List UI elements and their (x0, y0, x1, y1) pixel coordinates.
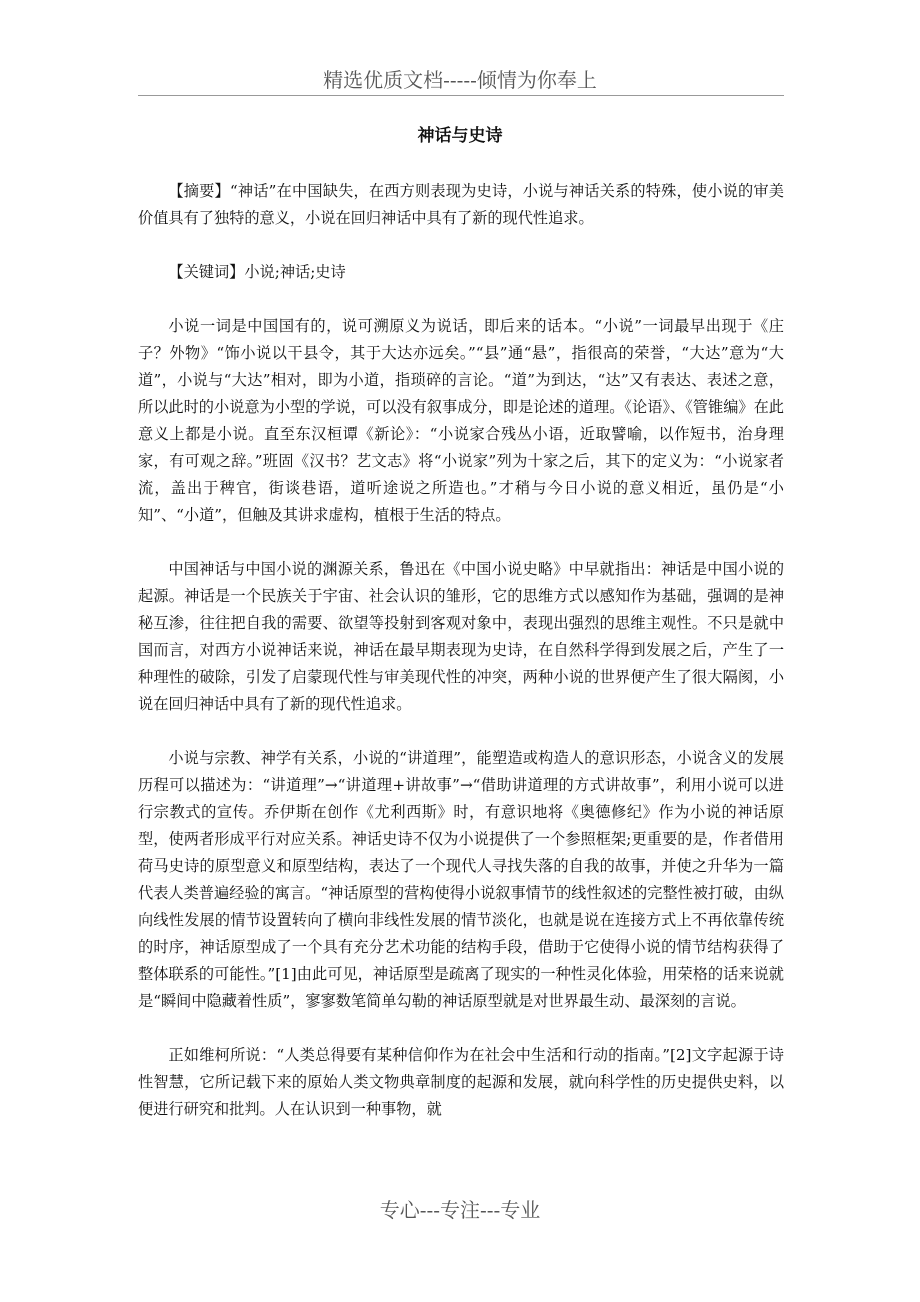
body-paragraph-3: 小说与宗教、神学有关系，小说的“讲道理”，能塑造或构造人的意识形态，小说含义的发展历程可以描述为：“讲道理”→“讲道理+讲故事”→“借助讲道理的方式讲故事”，利用小说可以进行宗教式的宣传。乔伊斯在创作《尤利西斯》时，有意识地将《奥德修纪》作为小说的神话原型，使两者形成平行对应关系。神话史诗不仅为小说提供了一个参照框架;更重要的是，作者借用荷马史诗的原型意义和原型结构，表达了一个现代人寻找失落的自我的故事，并使之升华为一篇代表人类普遍经验的寓言。“神话原型的营构使得小说叙事情节的线性叙述的完整性被打破，由纵向线性发展的情节设置转向了横向非线性发展的情节淡化，也就是说在连接方式上不再依靠传统的时序，神话原型成了一个具有充分艺术功能的结构手段，借助于它使得小说的情节结构获得了整体联系的可能性。”[1]由此可见，神话原型是疏离了现实的一种性灵化体验，用荣格的话来说就是“瞬间中隐藏着性质”，寥寥数笔简单勾勒的神话原型就是对世界最生动、最深刻的言说。 (138, 749, 784, 1010)
document-body (138, 178, 784, 1150)
document-title: 神话与史诗 (417, 126, 503, 146)
body-paragraph-2: 中国神话与中国小说的渊源关系，鲁迅在《中国小说史略》中早就指出：神话是中国小说的起源。神话是一个民族关于宇宙、社会认识的雏形，它的思维方式以感知作为基础，强调的是神秘互渗，往往把自我的需要、欲望等投射到客观对象中，表现出强烈的思维主观性。不只是就中国而言，对西方小说神话来说，神话在最早期表现为史诗，在自然科学得到发展之后，产生了一种理性的破除，引发了启蒙现代性与审美现代性的冲突，两种小说的世界便产生了很大隔阂，小说在回归神话中具有了新的现代性追求。 (138, 560, 784, 713)
abstract-paragraph: 【摘要】“神话”在中国缺失，在西方则表现为史诗，小说与神话关系的特殊，使小说的审美价值具有了独特的意义，小说在回归神话中具有了新的现代性追求。 (138, 182, 784, 227)
body-paragraph-1: 小说一词是中国国有的，说可溯原义为说话，即后来的话本。“小说”一词最早出现于《庄子？外物》“饰小说以干县令，其于大达亦远矣。”“县”通“悬”，指很高的荣誉，“大达”意为“大道”，小说与“大达”相对，即为小道，指琐碎的言论。“道”为到达，“达”又有表达、表述之意，所以此时的小说意为小型的学说，可以没有叙事成分，即是论述的道理。《论语》、《管锥编》在此意义上都是小说。直至东汉桓谭《新论》：“小说家合残丛小语，近取譬喻，以作短书，治身理家，有可观之辞。”班固《汉书？艺文志》将“小说家”列为十家之后，其下的定义为：“小说家者流，盖出于稗官，街谈巷语，道听途说之所造也。”才稍与今日小说的意义相近，虽仍是“小知”、“小道”，但触及其讲求虚构，植根于生活的特点。 (138, 317, 784, 524)
page-header: 精选优质文档-----倾情为你奉上 (323, 68, 597, 92)
page-footer: 专心---专注---专业 (379, 1198, 541, 1222)
keywords-paragraph: 【关键词】小说;神话;史诗 (168, 263, 346, 281)
header-divider (138, 95, 784, 96)
body-paragraph-4: 正如维柯所说：“人类总得要有某种信仰作为在社会中生活和行动的指南。”[2]文字起源于诗性智慧，它所记载下来的原始人类文物典章制度的起源和发展，就向科学性的历史提供史料，以便进行研究和批判。人在认识到一种事物，就 (138, 1046, 784, 1118)
